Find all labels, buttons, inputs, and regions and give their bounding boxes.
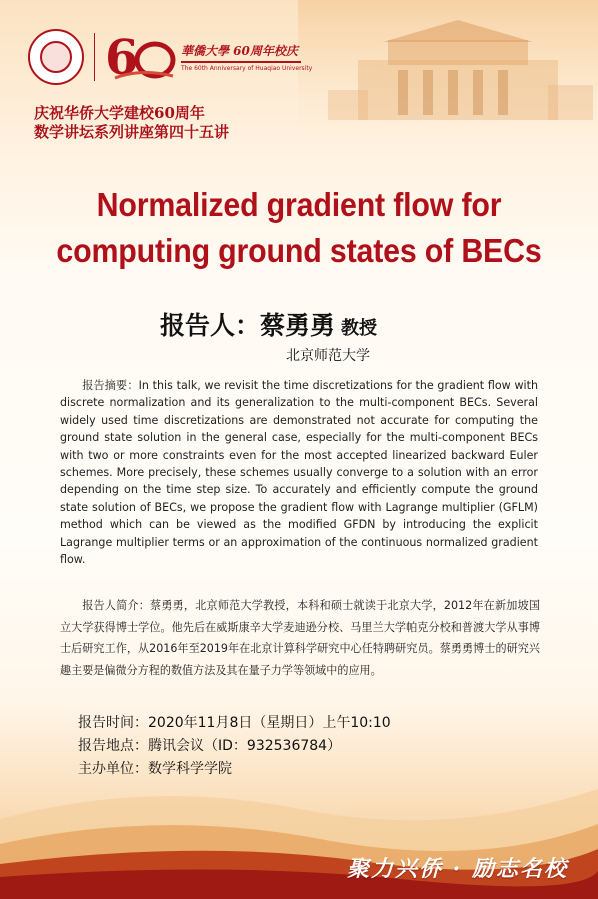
event-line-1: 庆祝华侨大学建校60周年 (34, 104, 205, 122)
talk-title-line-2: computing ground states of BECs (56, 232, 542, 269)
speaker-affiliation: 北京师范大学 (286, 348, 370, 364)
talk-venue: 报告地点：腾讯会议（ID：932536784） (78, 738, 342, 754)
speaker-bio-paragraph: 报告人简介：蔡勇勇，北京师范大学教授，本科和硕士就读于北京大学，2012年在新加坡国立大学获得博士学位。他先后在威斯康辛大学麦迪逊分校、马里兰大学帕克分校和普渡大学从事博士后研究工作，从2016年至2019年在北京计算科学研究中心任特聘研究员。蔡勇勇博士的研究兴趣主要是偏微分方程的数值方法及其在量子力学等领域中的应用。 (60, 599, 540, 677)
anniversary-subtitle: The 60th Anniversary of Huaqiao University (181, 65, 313, 72)
anniversary-caption (181, 42, 312, 72)
svg-text:6: 6 (105, 30, 139, 86)
event-line-2: 数学讲坛系列讲座第四十五讲 (34, 123, 230, 141)
header-divider (94, 33, 95, 81)
talk-time: 报告时间：2020年11月8日（星期日）上午10:10 (78, 715, 391, 731)
abstract-paragraph: 报告摘要：In this talk, we revisit the time discretizations for the gradient flow with discrete normalization and its generalization to the multi-component BECs. Several widely used time discretizations are demonstrated not accurate for computing the ground state solution in the general case, especially for the multi-component BECs with two or more constraints even for the most accepted linearized backward Euler schemes. More precisely, these schemes usually converge to a solution with an error depending on the time step size. To accurately and efficiently compute the ground state solution of BECs, we propose the gradient flow with Lagrange multiplier (GFLM) method which can be viewed as the modified GFDN by introducing the explicit Lagrange multiplier terms or an approximation of the continuous normalized gradient flow. (60, 379, 538, 567)
anniversary-rule (181, 61, 301, 63)
speaker-label: 报告人：蔡勇勇 (160, 311, 336, 340)
talk-title (24, 182, 574, 274)
60th-anniversary-logo-icon (105, 28, 177, 86)
speaker-name (160, 306, 377, 342)
speaker-role: 教授 (341, 318, 378, 339)
anniversary-title: 華僑大學 60周年校庆 (181, 44, 298, 58)
campus-building-illustration (298, 0, 598, 130)
talk-title-line-1: Normalized gradient flow for (96, 186, 502, 223)
university-header (28, 28, 312, 86)
university-seal-icon (28, 29, 84, 85)
event-series (34, 104, 229, 142)
talk-host: 主办单位：数学科学学院 (78, 761, 232, 777)
university-slogan: 聚力兴侨 · 励志名校 (347, 856, 568, 882)
